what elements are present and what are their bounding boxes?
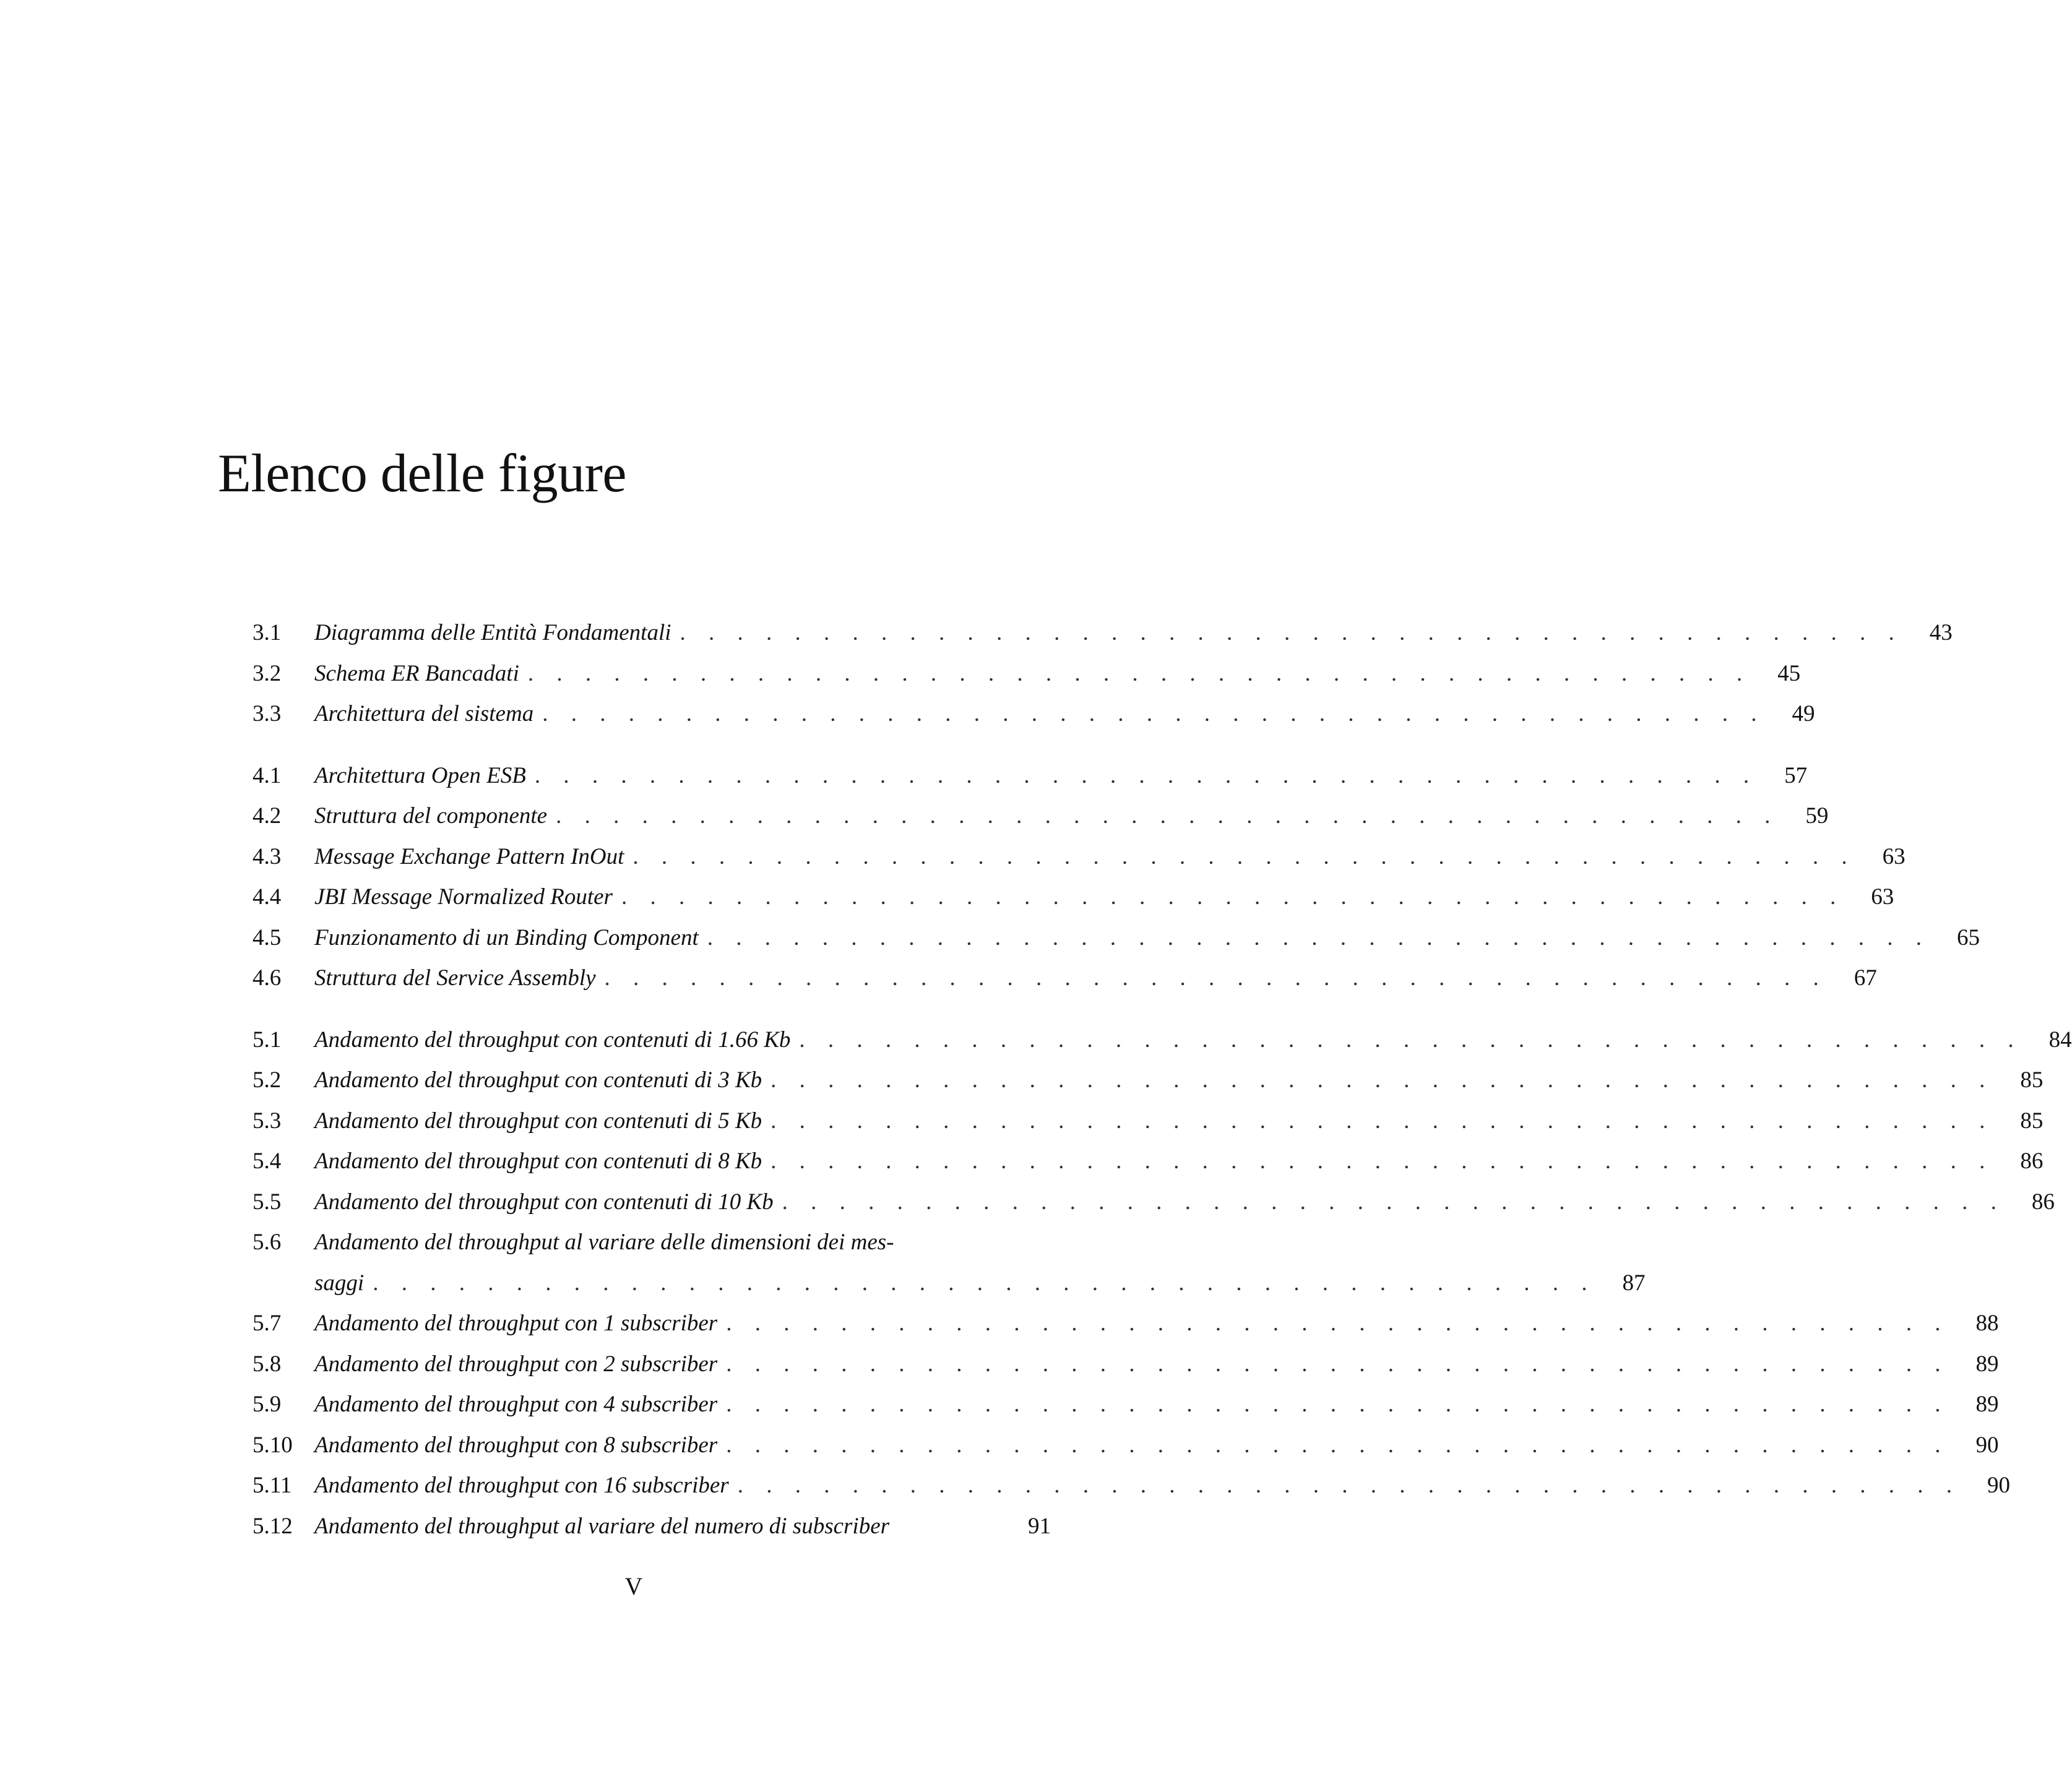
dot-leader: . . . . . . . . . . . . . . . . . . . . . . . . . . . . . . . . . . . . . . . . . . . <box>534 762 1758 788</box>
figure-caption-line-2: saggi <box>314 1270 365 1296</box>
figure-page-number: 43 <box>1929 620 1953 645</box>
figure-caption: Andamento del throughput al variare del numero di subscriber <box>314 1513 890 1539</box>
dot-leader: . . . . . . . . . . . . . . . . . . . . . . . . . . . . . . . . . . . . . . . . . . . <box>604 965 1828 991</box>
dot-leader: . . . . . . . . . . . . . . . . . . . . . . . . . . . . . . . . . . . . . . . . . . . <box>782 1189 2005 1215</box>
figure-caption: Andamento del throughput con contenuti di 5 Kb <box>314 1108 762 1134</box>
figure-page-number: 63 <box>1882 843 1906 869</box>
dot-leader: . . . . . . . . . . . . . . . . . . . . . . . . . . . . . . . . . . . . . . . . . . . <box>771 1108 1994 1134</box>
page-number: V <box>624 1572 643 1600</box>
figure-page-number: 59 <box>1805 803 1829 829</box>
figure-page-number: 90 <box>1975 1432 1999 1458</box>
figure-entry[interactable] <box>253 877 1894 918</box>
figure-caption: Architettura del sistema <box>314 701 534 726</box>
figure-number: 5.2 <box>253 1067 282 1093</box>
figure-entry[interactable] <box>253 1222 1646 1303</box>
figure-caption: Diagramma delle Entità Fondamentali <box>314 620 671 645</box>
figure-caption: Message Exchange Pattern InOut <box>314 843 624 869</box>
figure-caption: Struttura del Service Assembly <box>314 965 596 991</box>
figure-page-number: 67 <box>1854 965 1877 991</box>
dot-leader: . . . . . . . . . . . . . . . . . . . . . . . . . . . . . . . . . . . . . . . . . . . <box>373 1270 1596 1296</box>
figure-entry[interactable] <box>253 1020 2072 1061</box>
figure-group-chapter-3 <box>253 613 1953 734</box>
figure-entry[interactable] <box>253 653 1801 694</box>
figure-entry[interactable] <box>253 1344 1999 1385</box>
figure-entry[interactable] <box>253 918 1980 958</box>
figure-entry[interactable] <box>253 1101 2044 1142</box>
figure-group-chapter-4 <box>253 756 1980 999</box>
figure-page-number: 63 <box>1871 884 1894 910</box>
dot-leader: . . . . . . . . . . . . . . . . . . . . . . . . . . . . . . . . . . . . . . . . . . . <box>737 1473 1961 1498</box>
figure-number: 5.7 <box>253 1311 282 1336</box>
figure-number: 5.8 <box>253 1351 282 1377</box>
figure-entry[interactable] <box>253 756 1808 796</box>
figure-entry[interactable] <box>253 1425 1999 1466</box>
figure-page-number: 90 <box>1987 1473 2010 1498</box>
figure-number: 5.12 <box>253 1513 293 1539</box>
figure-page-number: 87 <box>1622 1270 1646 1296</box>
figure-page-number: 49 <box>1792 701 1815 726</box>
figure-entry[interactable] <box>253 796 1829 837</box>
figure-entry[interactable] <box>253 1303 1999 1344</box>
figure-caption: Andamento del throughput con 1 subscriber <box>314 1311 718 1336</box>
dot-leader: . . . . . . . . . . . . . . . . . . . . . . . . . . . . . . . . . . . . . . . . . . . <box>632 843 1856 869</box>
figure-page-number: 86 <box>2020 1148 2044 1174</box>
dot-leader: . . . . . . . . . . . . . . . . . . . . . . . . . . . . . . . . . . . . . . . . . . . <box>556 803 1779 829</box>
figure-caption: Architettura Open ESB <box>314 762 526 788</box>
figure-number: 5.1 <box>253 1027 282 1053</box>
figure-caption: Andamento del throughput con 2 subscriber <box>314 1351 718 1377</box>
figure-number: 4.2 <box>253 803 282 829</box>
figure-page-number: 89 <box>1975 1392 1999 1417</box>
list-of-figures <box>253 613 2072 1567</box>
dot-leader: . . . . . . . . . . . . . . . . . . . . . . . . . . . . . . . . . . . . . . . . . . . <box>771 1148 1994 1174</box>
figure-number: 4.6 <box>253 965 282 991</box>
figure-entry[interactable] <box>253 1141 2044 1182</box>
figure-entry[interactable] <box>253 958 1877 999</box>
figure-number: 5.3 <box>253 1108 282 1134</box>
figure-number: 3.2 <box>253 660 282 686</box>
dot-leader: . . . . . . . . . . . . . . . . . . . . . . . . . . . . . . . . . . . . . . . . . . . <box>680 620 1903 645</box>
page-title: Elenco delle figure <box>218 444 626 504</box>
figure-caption: JBI Message Normalized Router <box>314 884 613 910</box>
dot-leader: . . . . . . . . . . . . . . . . . . . . . . . . . . . . . . . . . . . . . . . . . . . <box>707 924 1930 950</box>
dot-leader: . . . . . . . . . . . . . . . . . . . . . . . . . . . . . . . . . . . . . . . . . . . <box>542 701 1766 726</box>
figure-page-number: 57 <box>1784 762 1808 788</box>
figure-caption: Andamento del throughput con contenuti di 3 Kb <box>314 1067 762 1093</box>
dot-leader: . . . . . . . . . . . . . . . . . . . . . . . . . . . . . . . . . . . . . . . . . . . <box>527 660 1751 686</box>
dot-leader: . . . . . . . . . . . . . . . . . . . . . . . . . . . . . . . . . . . . . . . . . . . <box>726 1432 1949 1458</box>
figure-number: 5.9 <box>253 1392 282 1417</box>
figure-caption: Funzionamento di un Binding Component <box>314 924 699 950</box>
figure-page-number: 86 <box>2031 1189 2055 1215</box>
figure-number: 4.5 <box>253 924 282 950</box>
figure-caption-line-1: Andamento del throughput al variare delle dimensioni dei mes- <box>314 1230 894 1255</box>
figure-page-number: 45 <box>1777 660 1801 686</box>
figure-caption: Schema ER Bancadati <box>314 660 519 686</box>
figure-page-number: 91 <box>1028 1513 1051 1539</box>
figure-page-number: 84 <box>2048 1027 2072 1053</box>
figure-entry[interactable] <box>253 694 1815 734</box>
dot-leader: . . . . . . . . . . . . . . . . . . . . . . . . . . . . . . . . . . . . . . . . . . . <box>726 1311 1949 1336</box>
figure-caption: Andamento del throughput con contenuti di 1.66 Kb <box>314 1027 791 1053</box>
figure-entry[interactable] <box>253 1506 1051 1547</box>
figure-page-number: 89 <box>1975 1351 1999 1377</box>
figure-caption: Andamento del throughput con 16 subscriber <box>314 1473 729 1498</box>
figure-number: 5.6 <box>253 1230 282 1255</box>
figure-caption: Andamento del throughput con 4 subscriber <box>314 1392 718 1417</box>
figure-page-number: 88 <box>1975 1311 1999 1336</box>
figure-page-number: 85 <box>2020 1108 2044 1134</box>
figure-number: 5.10 <box>253 1432 293 1458</box>
dot-leader: . . . . . . . . . . . . . . . . . . . . . . . . . . . . . . . . . . . . . . . . . . . <box>726 1392 1949 1417</box>
figure-caption: Struttura del componente <box>314 803 548 829</box>
figure-entry[interactable] <box>253 1465 2010 1506</box>
figure-entry[interactable] <box>253 1060 2044 1101</box>
figure-number: 4.1 <box>253 762 282 788</box>
dot-leader: . . . . . . . . . . . . . . . . . . . . . . . . . . . . . . . . . . . . . . . . . . . <box>771 1067 1994 1093</box>
figure-number: 5.5 <box>253 1189 282 1215</box>
figure-page-number: 85 <box>2020 1067 2044 1093</box>
figure-caption: Andamento del throughput con contenuti di 8 Kb <box>314 1148 762 1174</box>
figure-number: 4.4 <box>253 884 282 910</box>
figure-number: 5.11 <box>253 1473 292 1498</box>
figure-page-number: 65 <box>1957 924 1980 950</box>
figure-group-chapter-5 <box>253 1020 2072 1547</box>
figure-number: 5.4 <box>253 1148 282 1174</box>
dot-leader: . . . . . . . . . . . . . . . . . . . . . . . . . . . . . . . . . . . . . . . . . . . <box>726 1351 1949 1377</box>
figure-number: 3.1 <box>253 620 282 645</box>
figure-entry[interactable] <box>253 1182 2055 1223</box>
dot-leader: . . . . . . . . . . . . . . . . . . . . . . . . . . . . . . . . . . . . . . . . . . . <box>799 1027 2022 1053</box>
figure-entry[interactable] <box>253 613 1953 653</box>
figure-entry[interactable] <box>253 837 1906 877</box>
figure-entry[interactable] <box>253 1384 1999 1425</box>
figure-caption: Andamento del throughput con 8 subscriber <box>314 1432 718 1458</box>
figure-caption: Andamento del throughput con contenuti di 10 Kb <box>314 1189 774 1215</box>
figure-number: 3.3 <box>253 701 282 726</box>
dot-leader: . . . . . . . . . . . . . . . . . . . . . . . . . . . . . . . . . . . . . . . . . . . <box>621 884 1845 910</box>
figure-number: 4.3 <box>253 843 282 869</box>
